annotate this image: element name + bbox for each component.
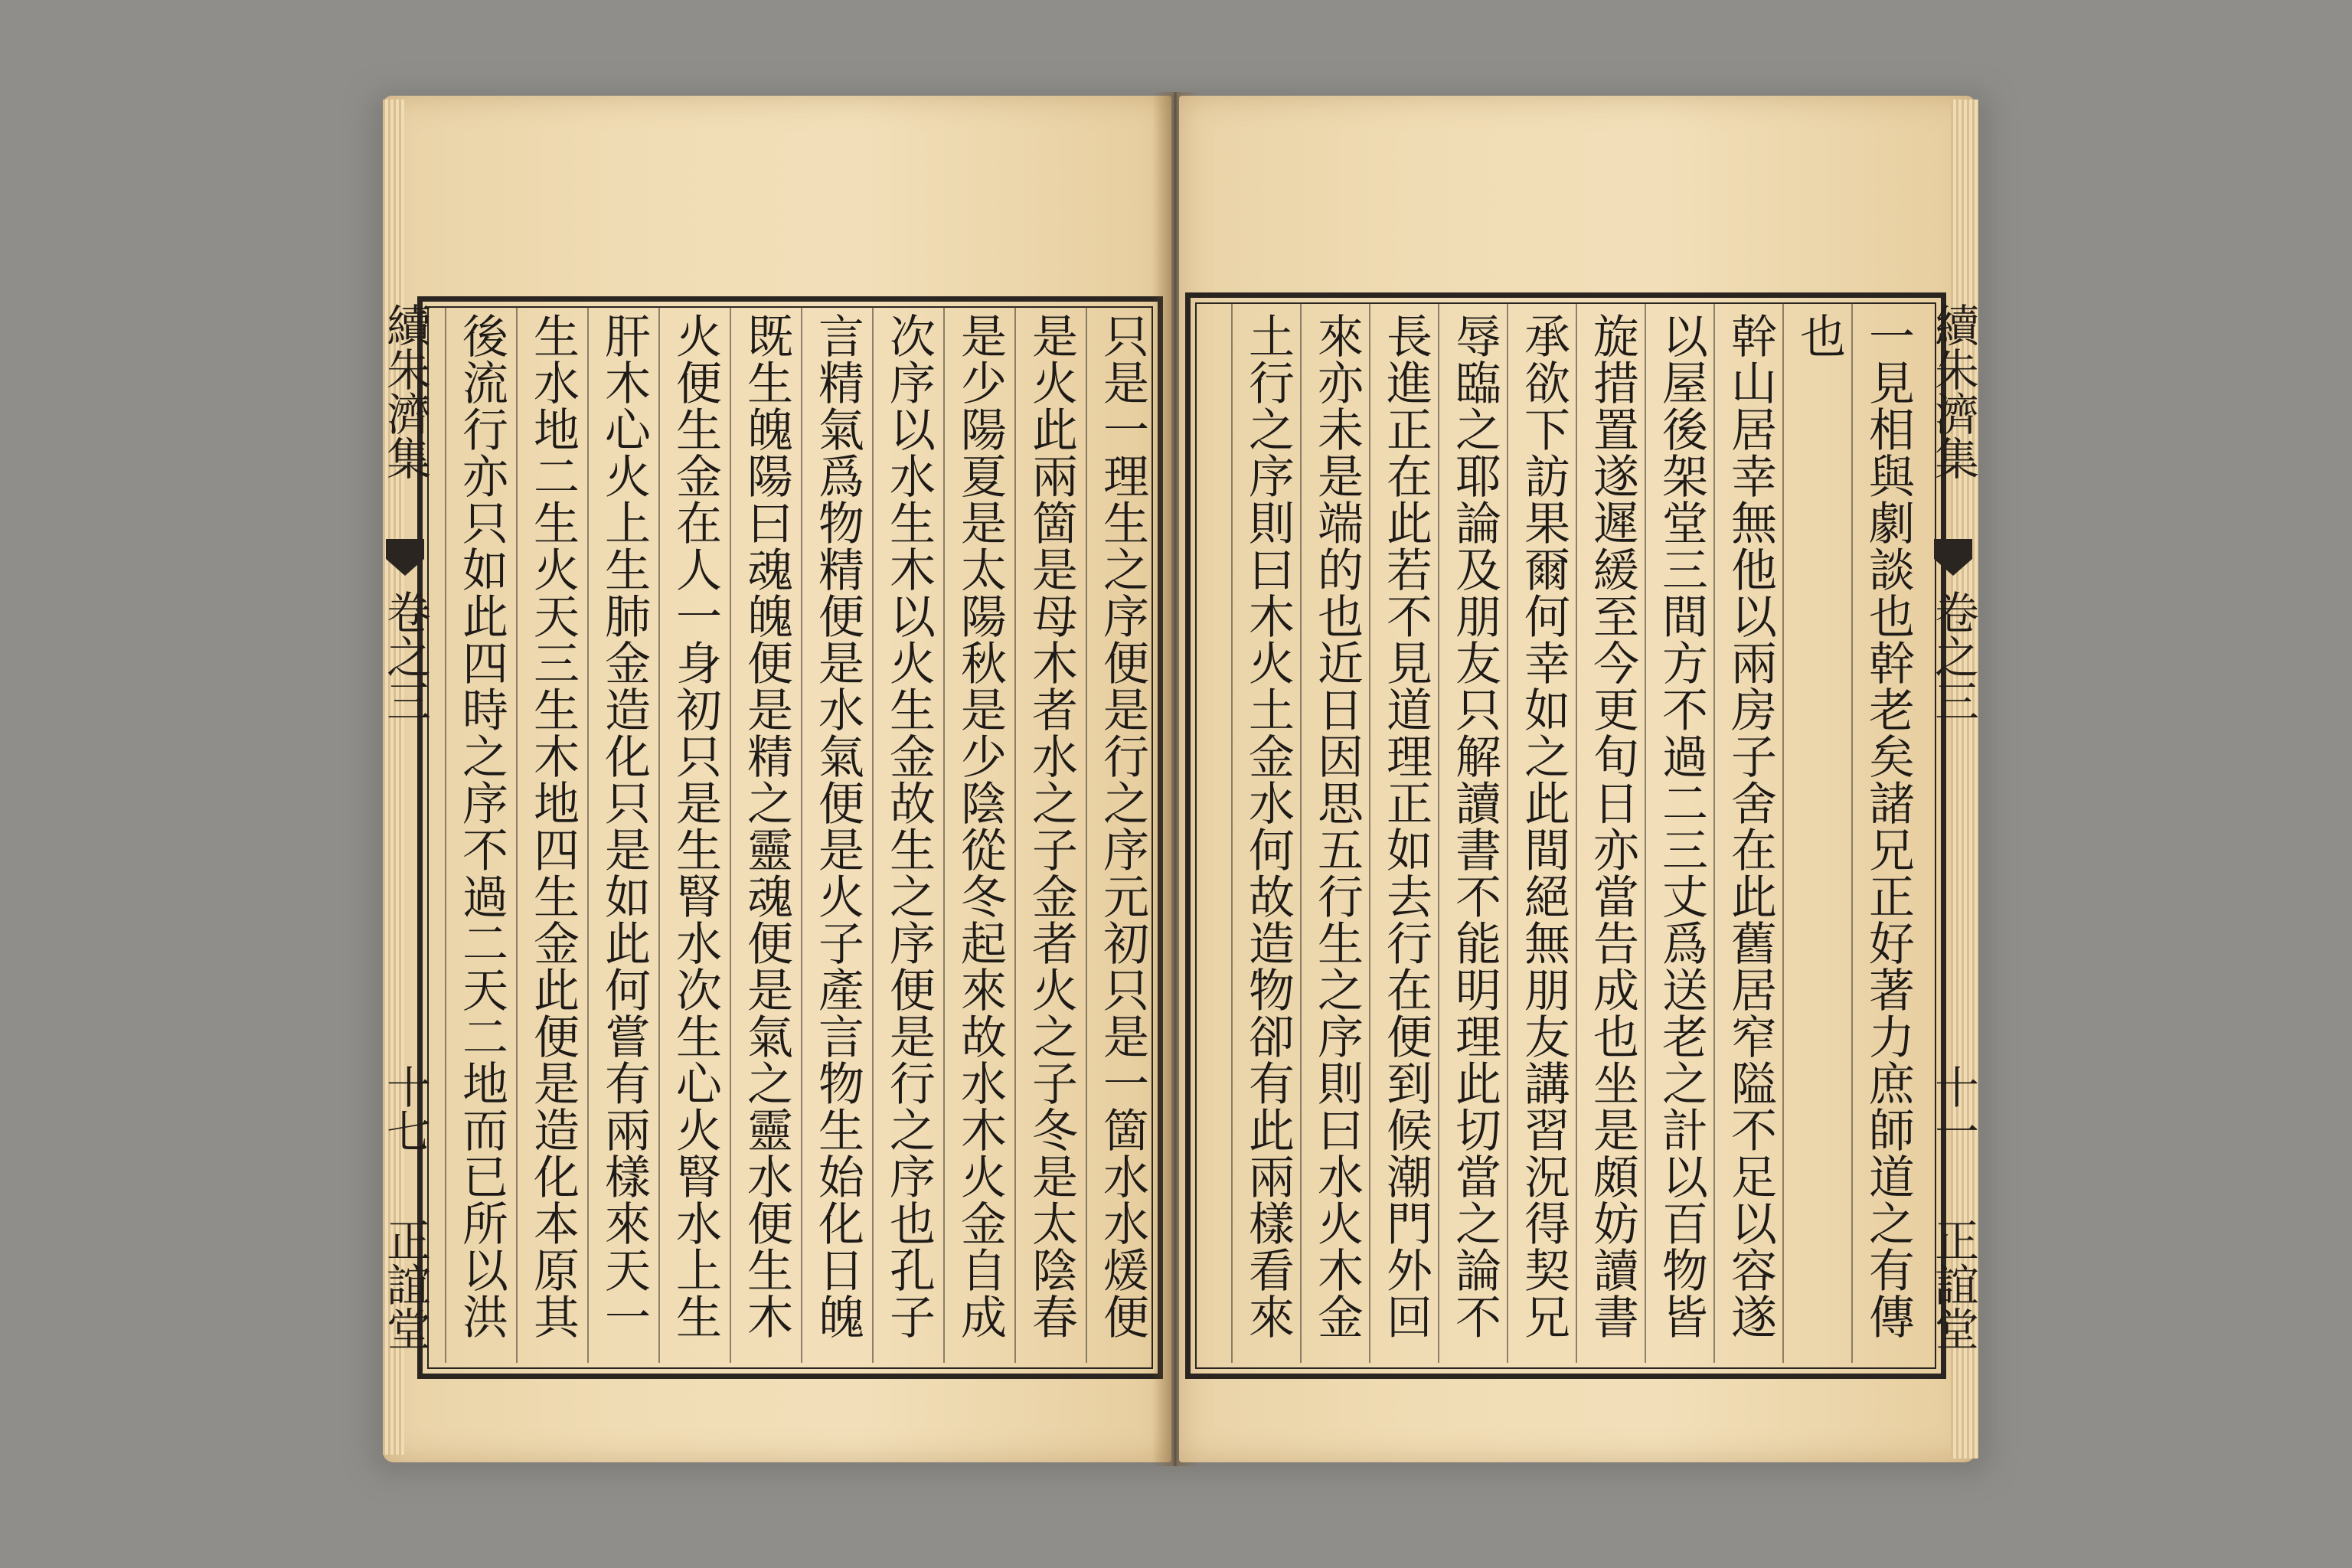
text-column: 言精氣爲物精便是水氣便是火子產言物生始化日魄 xyxy=(811,312,864,1340)
left-fishtail-mark xyxy=(383,536,427,582)
text-column: 一見相與劇談也幹老矣諸兄正好著力庶師道之有傳 xyxy=(1861,312,1915,1340)
left-volume-label: 卷之三 xyxy=(379,590,431,723)
left-leaf-number: 十七 xyxy=(379,1064,431,1153)
text-column: 肝木心火上生肺金造化只是如此何嘗有兩樣來天一 xyxy=(597,312,651,1340)
text-column: 來亦未是端的也近日因思五行生之序則曰水火木金 xyxy=(1310,312,1364,1340)
right-leaf-number: 十一 xyxy=(1927,1064,1979,1153)
text-column: 旋措置遂遲緩至今更旬日亦當告成也坐是頗妨讀書 xyxy=(1586,312,1639,1340)
text-column: 長進正在此若不見道理正如去行在便到候潮門外回 xyxy=(1379,312,1432,1340)
text-column: 幹山居幸無他以兩房子舍在此舊居窄隘不足以容遂 xyxy=(1723,312,1777,1340)
column-rule xyxy=(1014,306,1016,1363)
text-column: 只是一理生之序便是行之序元初只是一箇水水煖便 xyxy=(1096,312,1149,1340)
column-rule xyxy=(1713,302,1715,1363)
column-rule xyxy=(1300,302,1302,1363)
column-rule xyxy=(587,306,589,1363)
text-column: 後流行亦只如此四時之序不過二天二地而已所以洪 xyxy=(455,312,508,1340)
text-column: 也 xyxy=(1792,312,1846,359)
column-rule xyxy=(943,306,945,1363)
text-column: 是火此兩箇是母木者水之子金者火之子冬是太陰春 xyxy=(1024,312,1078,1340)
column-rule xyxy=(1231,302,1233,1363)
text-column: 辱臨之耶論及朋友只解讀書不能明理此切當之論不 xyxy=(1448,312,1501,1340)
column-rule xyxy=(801,306,802,1363)
column-rule xyxy=(1782,302,1784,1363)
text-column: 次序以水生木以火生金故生之序便是行之序也孔子 xyxy=(882,312,936,1340)
text-column: 以屋後架堂三間方不過二三丈爲送老之計以百物皆 xyxy=(1655,312,1708,1340)
text-column: 土行之序則曰木火土金水何故造物卻有此兩樣看來 xyxy=(1241,312,1295,1340)
text-column: 是少陽夏是太陽秋是少陰從冬起來故水木火金自成 xyxy=(953,312,1007,1340)
column-rule xyxy=(1369,302,1370,1363)
column-rule xyxy=(445,306,446,1363)
column-rule xyxy=(1438,302,1439,1363)
column-rule xyxy=(872,306,874,1363)
right-hall-name: 正誼堂 xyxy=(1927,1217,1979,1351)
column-rule xyxy=(1851,302,1853,1363)
text-column: 既生魄陽曰魂魄便是精之靈魂便是氣之靈水便生木 xyxy=(740,312,793,1340)
left-hall-name: 正誼堂 xyxy=(379,1217,431,1351)
column-rule xyxy=(1576,302,1577,1363)
right-volume-label: 卷之三 xyxy=(1927,590,1979,723)
column-rule xyxy=(1086,306,1087,1363)
text-column: 火便生金在人一身初只是生腎水次生心火腎水上生 xyxy=(668,312,722,1340)
column-rule xyxy=(1507,302,1508,1363)
text-column: 承欲下訪果爾何幸如之此間絕無朋友講習況得契兄 xyxy=(1517,312,1570,1340)
column-rule xyxy=(516,306,518,1363)
left-margin-title: 續朱濟集 xyxy=(379,302,431,480)
column-rule xyxy=(730,306,731,1363)
right-fishtail-mark xyxy=(1931,536,1975,582)
column-rule xyxy=(1645,302,1646,1363)
text-column: 生水地二生火天三生木地四生金此便是造化本原其 xyxy=(526,312,580,1340)
right-margin-title: 續朱濟集 xyxy=(1927,302,1979,480)
column-rule xyxy=(658,306,660,1363)
